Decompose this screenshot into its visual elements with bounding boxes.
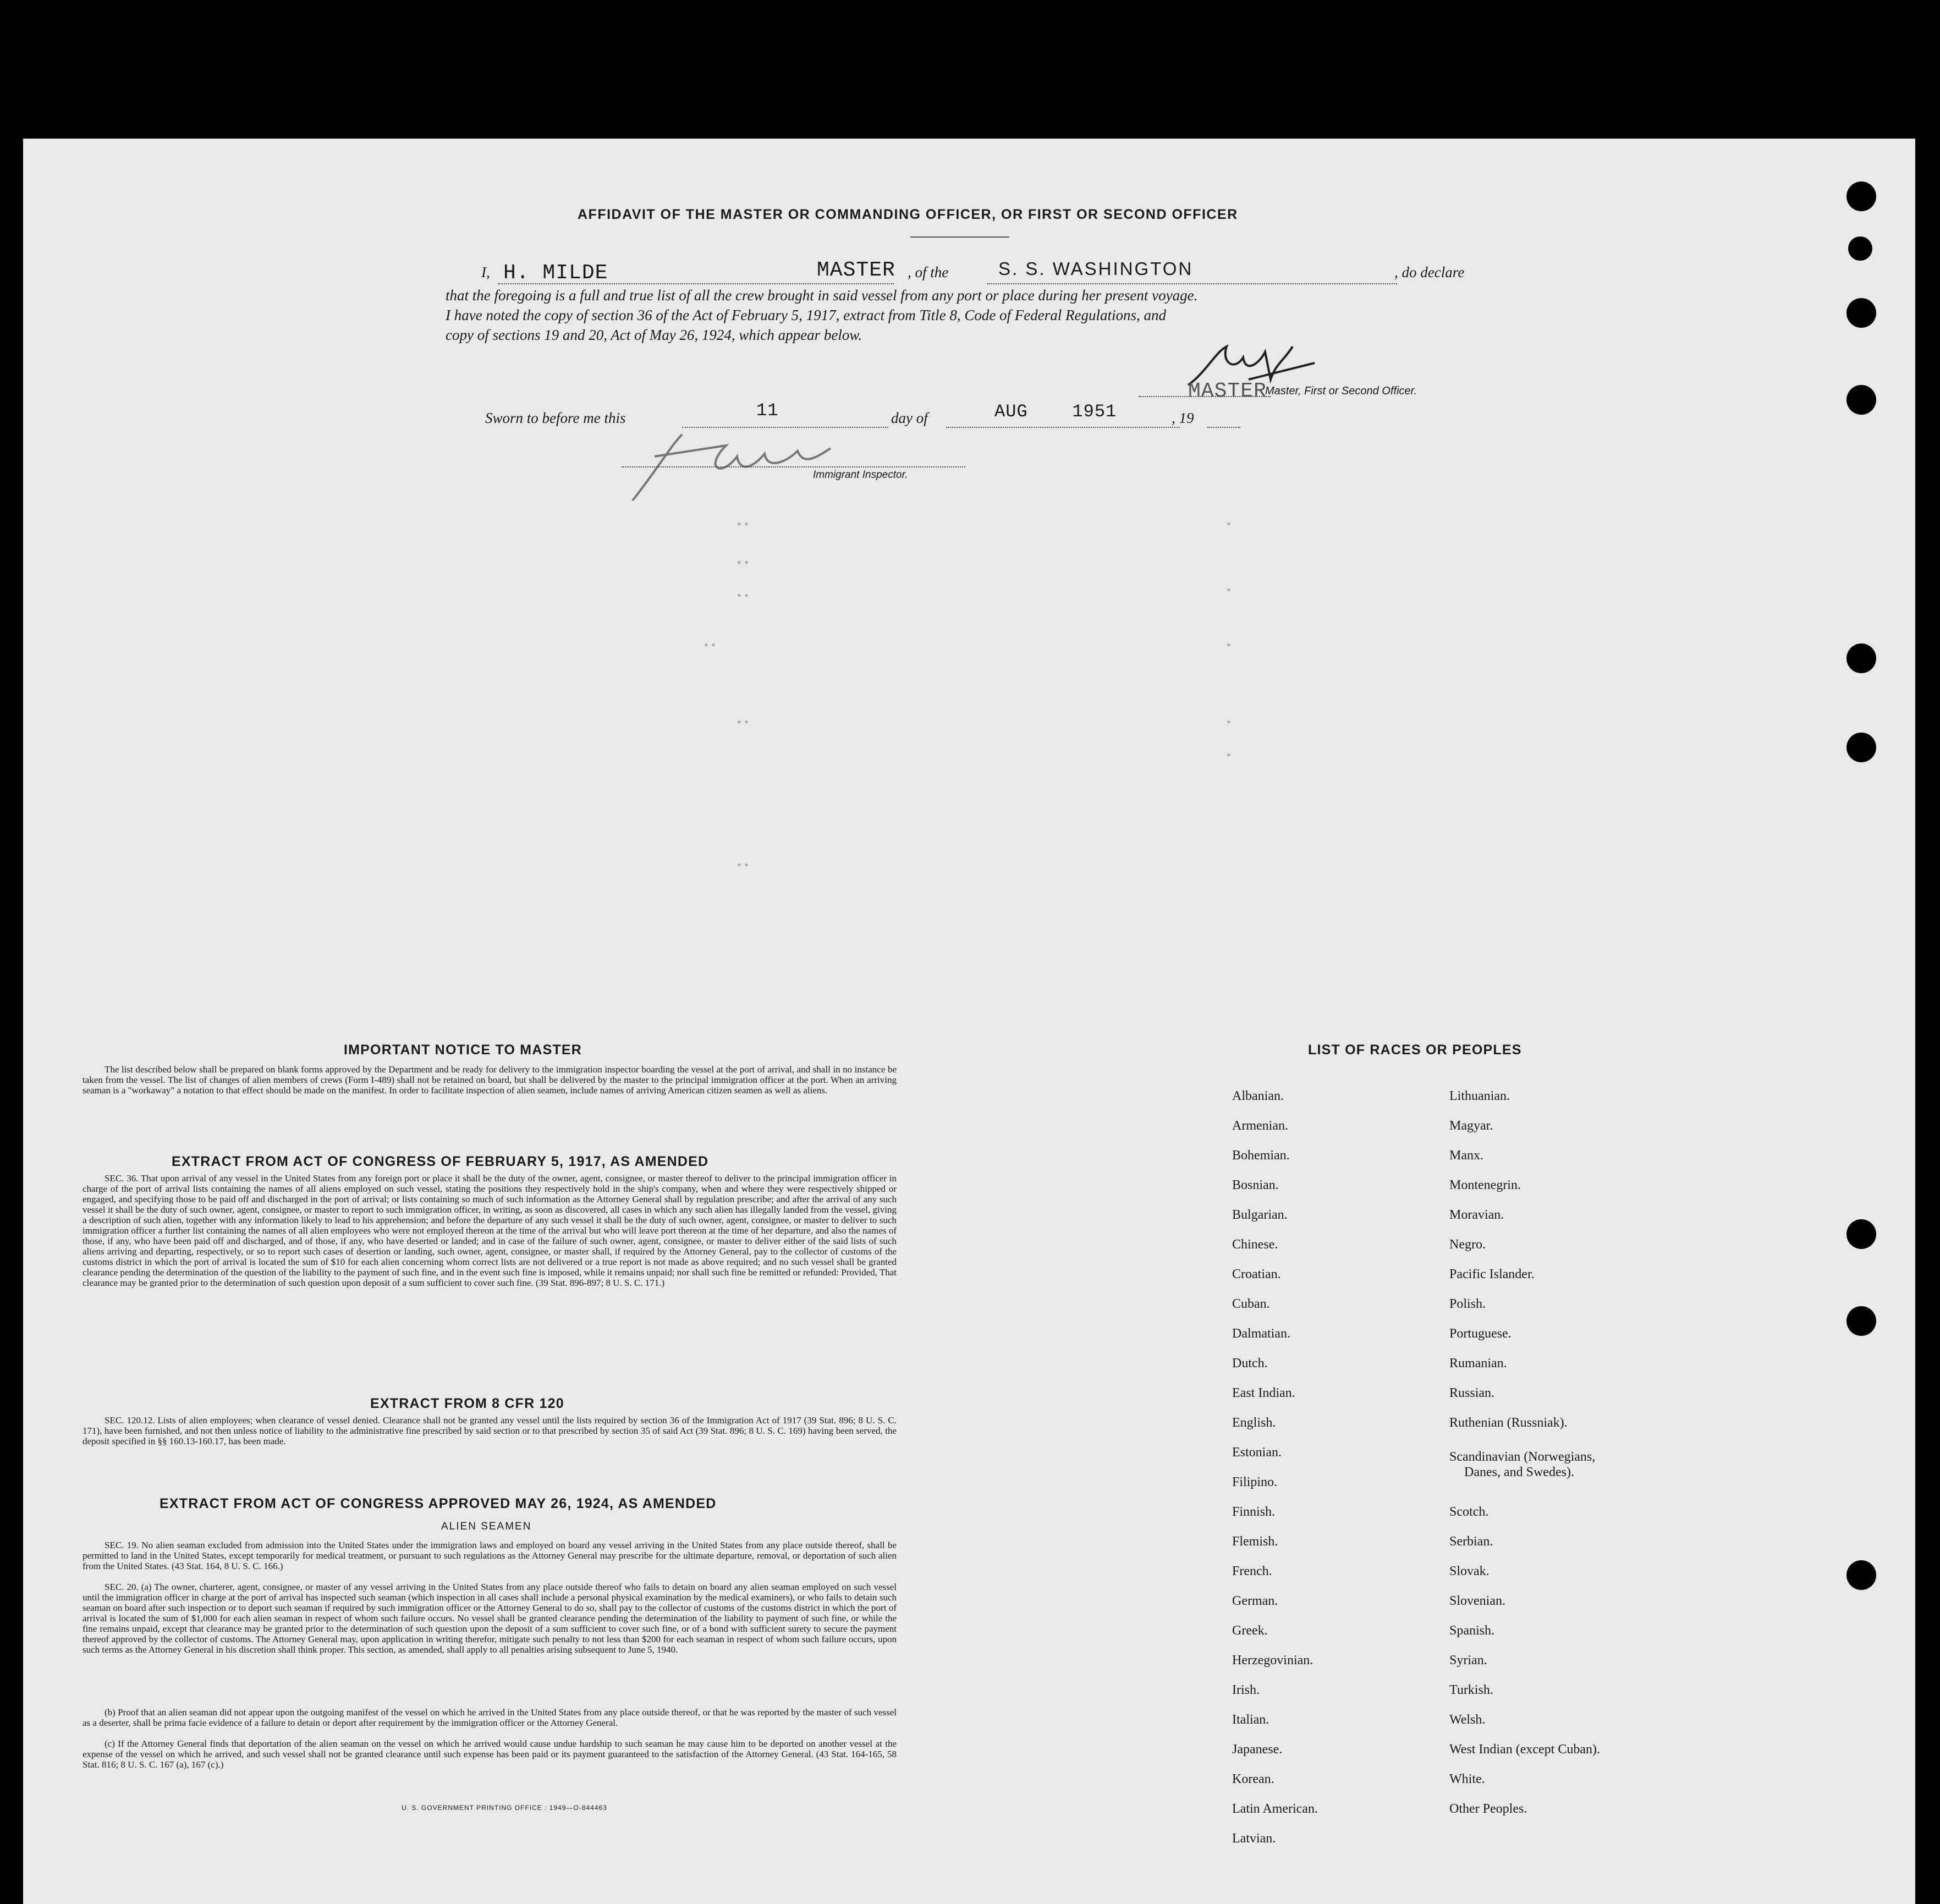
vessel-name: S. S. WASHINGTON: [998, 258, 1194, 279]
race-item: Slovak.: [1449, 1564, 1490, 1578]
race-item: Korean.: [1232, 1772, 1274, 1786]
master-name: H. MILDE: [503, 261, 608, 285]
extract-1917-title: EXTRACT FROM ACT OF CONGRESS OF FEBRUARY 5, 1917, AS AMENDED: [172, 1154, 709, 1169]
affidavit-line-1-prefix: I,: [481, 264, 490, 280]
vessel-blank: [987, 283, 1397, 284]
race-item: Danes, and Swedes).: [1464, 1465, 1574, 1479]
race-item: Italian.: [1232, 1713, 1269, 1727]
race-item: Magyar.: [1449, 1119, 1493, 1133]
races-title: LIST OF RACES OR PEOPLES: [1308, 1042, 1522, 1058]
day-of-label: day of: [891, 410, 928, 426]
race-item: Bosnian.: [1232, 1178, 1279, 1192]
race-item: Latvian.: [1232, 1831, 1276, 1846]
race-item: Moravian.: [1449, 1208, 1504, 1222]
race-item: Dalmatian.: [1232, 1327, 1290, 1341]
race-item: Serbian.: [1449, 1534, 1493, 1549]
extract-1924-subtitle: ALIEN SEAMEN: [441, 1521, 532, 1532]
race-item: Russian.: [1449, 1386, 1495, 1400]
race-item: French.: [1232, 1564, 1272, 1578]
race-item: Cuban.: [1232, 1297, 1270, 1311]
sworn-label: Sworn to before me this: [485, 410, 626, 426]
race-item: Croatian.: [1232, 1267, 1281, 1281]
extract-1924-sec20b: (b) Proof that an alien seaman did not appear upon the outgoing manifest of the vessel on which he arrived in the United States from any place outside thereof, or that he was reported by the master of such vessel as a deserter, shall be prima facie evidence of a failure to detain or deport after requirement by the immigration officer or the Attorney General.: [83, 1707, 897, 1728]
extract-cfr-body: SEC. 120.12. Lists of alien employees; when clearance of vessel denied. Clearance shall not be granted any vessel until the lists required by section 36 of the Immigration Act of 1917 (39 Stat. 896; 8 U. S. C. 171), have been furnished, and not then unless notice of liability to the administrative fine prescribed by said section or to that prescribed by section 35 of said Act (39 Stat. 896; 8 U. S. C. 169) having been served, the deposit specified in §§ 160.13-160.17, has been made.: [83, 1415, 897, 1446]
race-item: Armenian.: [1232, 1119, 1288, 1133]
race-item: Portuguese.: [1449, 1327, 1512, 1341]
affidavit-line-3: I have noted the copy of section 36 of the Act of February 5, 1917, extract from Title 8, Code of Federal Regulations, and: [446, 307, 1167, 323]
race-item: Herzegovinian.: [1232, 1653, 1314, 1668]
race-item: Greek.: [1232, 1624, 1268, 1638]
race-item: Chinese.: [1232, 1237, 1278, 1252]
year-blank: [1207, 427, 1240, 428]
bleed-through-marks: • • • • • • • • • • • • • • • • •: [704, 517, 1231, 872]
race-item: Latin American.: [1232, 1802, 1318, 1816]
race-item: Spanish.: [1449, 1624, 1495, 1638]
race-item: Polish.: [1449, 1297, 1486, 1311]
printer-imprint: U. S. GOVERNMENT PRINTING OFFICE : 1949—O-844463: [402, 1804, 607, 1812]
binder-hole: [1846, 1306, 1876, 1336]
sworn-day: 11: [756, 400, 779, 421]
race-item: Rumanian.: [1449, 1356, 1507, 1371]
master-caption: Master, First or Second Officer.: [1265, 385, 1417, 397]
binder-hole: [1846, 181, 1876, 211]
inspector-signature-line: [622, 466, 965, 467]
race-item: Estonian.: [1232, 1445, 1282, 1460]
race-item: Scandinavian (Norwegians,: [1449, 1450, 1596, 1464]
notice-title: IMPORTANT NOTICE TO MASTER: [344, 1042, 582, 1058]
extract-1924-sec20a: SEC. 20. (a) The owner, charterer, agent, consignee, or master of any vessel arriving in the United States from any place outside thereof who fails to detain on board any alien seaman employed on such vessel until the immigration officer in charge at the port of arrival has inspected such seaman (which inspection in all cases shall include a personal physical examination by the medical examiners), or who fails to detain such seaman on board after such inspection or to deport such seaman if required by such immigration officer or the Attorney General to do so, shall pay to the collector of customs of the customs district in which the port of arrival is located the sum of $1,000 for each alien seaman in respect of whom such failure occurs. No vessel shall be granted clearance pending the determination of the liability to payment of such fine, or while the fine remains unpaid, except that clearance may be granted prior to the determination of such question upon the deposit of a sum sufficient to cover such fine, or of a bond with sufficient surety to secure the payment thereof approved by the collector of customs. The Attorney General may, upon application in writing therefor, mitigate such penalty to not less than $200 for each seaman in respect of whom such failure occurs, upon such terms as the Attorney General in his discretion shall think proper. This section, as amended, shall apply to all penalties arising subsequent to June 5, 1940.: [83, 1582, 897, 1655]
race-item: Bohemian.: [1232, 1148, 1290, 1163]
race-item: English.: [1232, 1416, 1276, 1430]
race-item: Montenegrin.: [1449, 1178, 1521, 1192]
race-item: Syrian.: [1449, 1653, 1487, 1668]
extract-1924-sec20c: (c) If the Attorney General finds that deportation of the alien seaman on the vessel on which he arrived would cause undue hardship to such seaman he may cause him to be deported on another vessel at the expense of the vessel on which he arrived, and such vessel shall not be granted clearance until such expense has been paid or its payment guaranteed to the satisfaction of the Attorney General. (43 Stat. 164-165, 58 Stat. 816; 8 U. S. C. 167 (a), 167 (c).): [83, 1738, 897, 1770]
of-the-label: , of the: [908, 264, 949, 280]
race-item: Welsh.: [1449, 1713, 1486, 1727]
affidavit-line-4: copy of sections 19 and 20, Act of May 26, 1924, which appear below.: [446, 327, 862, 343]
month-blank: [946, 427, 1180, 428]
race-item: Pacific Islander.: [1449, 1267, 1535, 1281]
extract-cfr-title: EXTRACT FROM 8 CFR 120: [370, 1396, 564, 1411]
year-prefix-label: , 19: [1172, 410, 1194, 426]
officer-rank: MASTER: [817, 258, 895, 282]
race-item: Lithuanian.: [1449, 1089, 1510, 1103]
race-item: Filipino.: [1232, 1475, 1278, 1489]
binder-hole: [1846, 385, 1876, 415]
race-item: Other Peoples.: [1449, 1802, 1527, 1816]
race-item: Finnish.: [1232, 1505, 1276, 1519]
extract-1924-title: EXTRACT FROM ACT OF CONGRESS APPROVED MAY 26, 1924, AS AMENDED: [160, 1496, 717, 1511]
race-item: Scotch.: [1449, 1505, 1489, 1519]
master-signature-line: [1139, 396, 1271, 397]
race-item: Turkish.: [1449, 1683, 1493, 1697]
title-divider: [910, 236, 1009, 238]
race-item: Ruthenian (Russniak).: [1449, 1416, 1568, 1430]
inspector-caption: Immigrant Inspector.: [813, 469, 908, 481]
race-item: White.: [1449, 1772, 1485, 1786]
binder-hole: [1846, 1560, 1876, 1590]
race-item: Japanese.: [1232, 1742, 1283, 1757]
race-item: Flemish.: [1232, 1534, 1278, 1549]
binder-hole: [1846, 1219, 1876, 1249]
master-stamp: MASTER: [1188, 379, 1267, 403]
race-item: Bulgarian.: [1232, 1208, 1288, 1222]
binder-hole: [1848, 236, 1872, 261]
race-item: Dutch.: [1232, 1356, 1268, 1371]
notice-body: The list described below shall be prepared on blank forms approved by the Department and be ready for delivery to the immigration inspector boarding the vessel at the port of arrival, and shall in no instance be taken from the vessel. The list of changes of alien members of crews (Form I-489) shall not be retained on board, but shall be delivered by the master to the principal immigration officer at the port. When an arriving seaman is a "workaway" a notation to that effect should be made on the manifest. In order to facilitate inspection of alien seamen, include names of arriving American citizen seamen as well as aliens.: [83, 1064, 897, 1096]
race-item: East Indian.: [1232, 1386, 1295, 1400]
race-item: Albanian.: [1232, 1089, 1284, 1103]
race-item: Slovenian.: [1449, 1594, 1505, 1608]
race-item: Irish.: [1232, 1683, 1260, 1697]
race-item: German.: [1232, 1594, 1278, 1608]
affidavit-title: AFFIDAVIT OF THE MASTER OR COMMANDING OFFICER, OR FIRST OR SECOND OFFICER: [578, 207, 1238, 222]
affidavit-line-2: that the foregoing is a full and true list of all the crew brought in said vessel from any port or place during her present voyage.: [446, 287, 1198, 304]
do-declare-label: , do declare: [1394, 264, 1465, 280]
race-item: West Indian (except Cuban).: [1449, 1742, 1600, 1757]
extract-1924-sec19: SEC. 19. No alien seaman excluded from admission into the United States under the immigration laws and employed on board any vessel arriving in the United States from any place outside thereof, shall be permitted to land in the United States, except temporarily for medical treatment, or pursuant to such regulations as the Attorney General may prescribe for the ultimate departure, removal, or deportation of such alien from the United States. (43 Stat. 164, 8 U. S. C. 166.): [83, 1540, 897, 1571]
race-item: Manx.: [1449, 1148, 1483, 1163]
race-item: Negro.: [1449, 1237, 1486, 1252]
binder-hole: [1846, 298, 1876, 328]
sworn-month-year: AUG 1951: [994, 401, 1117, 422]
extract-1917-body: SEC. 36. That upon arrival of any vessel in the United States from any foreign port or place it shall be the duty of the owner, agent, consignee, or master thereof to deliver to the principal immigration officer in charge of the port of arrival lists containing the names of all aliens employed on such vessel, stating the positions they respectively hold in the ship's company, when and where they were respectively shipped or engaged, and specifying those to be paid off and discharged in the port of arrival; or lists containing so much of such information as the Attorney General shall by regulation prescribe; and after the arrival of any such vessel it shall be the duty of such owner, agent, consignee, or master to report to such immigration officer, in writing, as soon as discovered, all cases in which any such alien has illegally landed from the vessel, giving a description of such alien, together with any information likely to lead to his apprehension; and before the departure of any such vessel it shall be the duty of such owner, agent, consignee, or master to deliver to such immigration officer a further list containing the names of all alien employees who were not employed thereon at the time of the arrival but who will leave port thereon at the time of her departure, and also the names of those, if any, who have been paid off and discharged, and of those, if any, who have deserted or landed; and in case of the failure of such owner, agent, consignee, or master to deliver either of the said lists of such aliens arriving and departing, respectively, or so to report such cases of desertion or landing, such owner, agent, consignee, or master shall, if required by the Attorney General, pay to the collector of customs of the customs district in which the port of arrival is located the sum of $10 for each alien concerning whom correct lists are not delivered or a true report is not made as above required; and no such vessel shall be granted clearance pending the determination of the question of the liability to the payment of such fine, and in the event such fine is imposed, while it remains unpaid; nor shall such fine be remitted or refunded: Provided, That clearance may be granted prior to the determination of such question upon deposit of a sum sufficient to cover such fine. (39 Stat. 896-897; 8 U. S. C. 171.): [83, 1173, 897, 1288]
